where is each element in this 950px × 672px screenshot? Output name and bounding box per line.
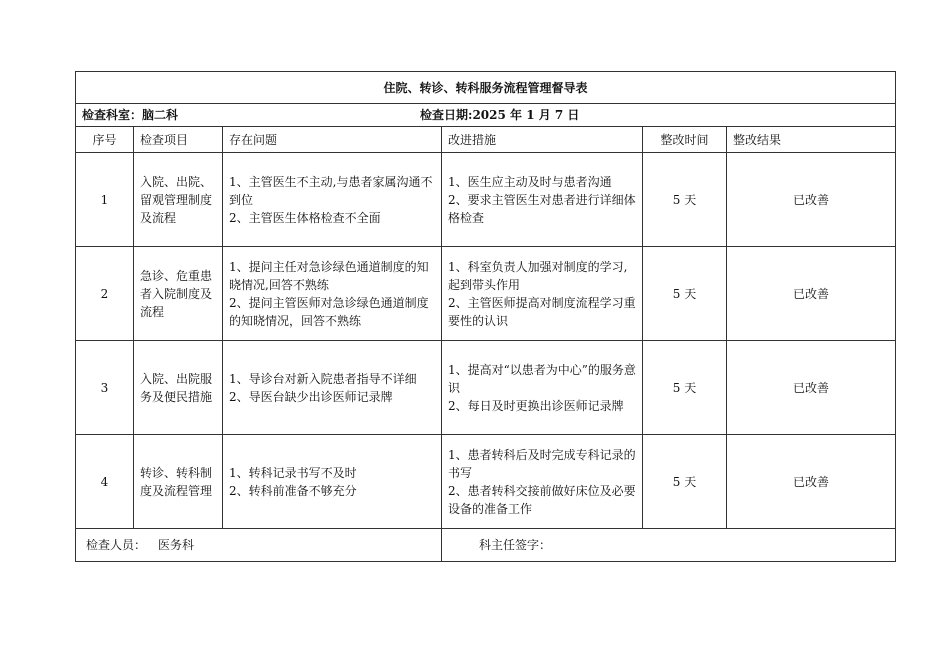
table-row <box>76 153 896 247</box>
row-no: 2 <box>76 247 134 341</box>
header-row <box>76 127 896 153</box>
inspection-date: 检查日期:2025 年 1 月 7 日 <box>420 108 580 122</box>
row-problems: 1、主管医生不主动,与患者家属沟通不到位 2、主管医生体格检查不全面 <box>223 153 442 247</box>
info-cell <box>76 104 896 127</box>
inspector-value: 医务科 <box>158 538 195 552</box>
inspected-department: 检查科室：脑二科 <box>82 108 179 122</box>
sign-cell <box>442 529 896 562</box>
row-measures: 1、患者转科后及时完成专科记录的书写 2、患者转科交接前做好床位及必要设备的准备工作 <box>442 435 643 529</box>
row-no: 1 <box>76 153 134 247</box>
row-item: 转诊、转科制度及流程管理 <box>134 435 223 529</box>
inspector-cell <box>76 529 442 562</box>
row-item: 入院、出院服务及便民措施 <box>134 341 223 435</box>
row-item: 入院、出院、留观管理制度及流程 <box>134 153 223 247</box>
table-row <box>76 341 896 435</box>
row-result: 已改善 <box>727 341 896 435</box>
row-time: 5 天 <box>643 153 727 247</box>
table-row <box>76 247 896 341</box>
row-result: 已改善 <box>727 435 896 529</box>
header-no: 序号 <box>76 127 134 153</box>
row-result: 已改善 <box>727 247 896 341</box>
header-time: 整改时间 <box>643 127 727 153</box>
inspector-label: 检查人员： <box>86 538 147 552</box>
row-problems: 1、导诊台对新入院患者指导不详细 2、导医台缺少出诊医师记录牌 <box>223 341 442 435</box>
row-problems: 1、转科记录书写不及时 2、转科前准备不够充分 <box>223 435 442 529</box>
row-no: 4 <box>76 435 134 529</box>
table-title: 住院、转诊、转科服务流程管理督导表 <box>76 72 896 104</box>
header-measures: 改进措施 <box>442 127 643 153</box>
row-measures: 1、科室负责人加强对制度的学习,起到带头作用 2、主管医师提高对制度流程学习重要性的认识 <box>442 247 643 341</box>
row-time: 5 天 <box>643 435 727 529</box>
row-no: 3 <box>76 341 134 435</box>
title-row <box>76 72 896 104</box>
row-time: 5 天 <box>643 247 727 341</box>
row-time: 5 天 <box>643 341 727 435</box>
header-item: 检查项目 <box>134 127 223 153</box>
footer-row <box>76 529 896 562</box>
table-row <box>76 435 896 529</box>
header-result: 整改结果 <box>727 127 896 153</box>
header-problems: 存在问题 <box>223 127 442 153</box>
row-problems: 1、提问主任对急诊绿色通道制度的知晓情况,回答不熟练 2、提问主管医师对急诊绿色通道制度的知晓情况，回答不熟练 <box>223 247 442 341</box>
row-measures: 1、医生应主动及时与患者沟通 2、要求主管医生对患者进行详细体格检查 <box>442 153 643 247</box>
director-signature-label: 科主任签字： <box>479 538 552 552</box>
info-row <box>76 104 896 127</box>
row-item: 急诊、危重患者入院制度及流程 <box>134 247 223 341</box>
row-result: 已改善 <box>727 153 896 247</box>
supervision-table <box>75 71 896 562</box>
row-measures: 1、提高对“以患者为中心”的服务意识 2、每日及时更换出诊医师记录牌 <box>442 341 643 435</box>
